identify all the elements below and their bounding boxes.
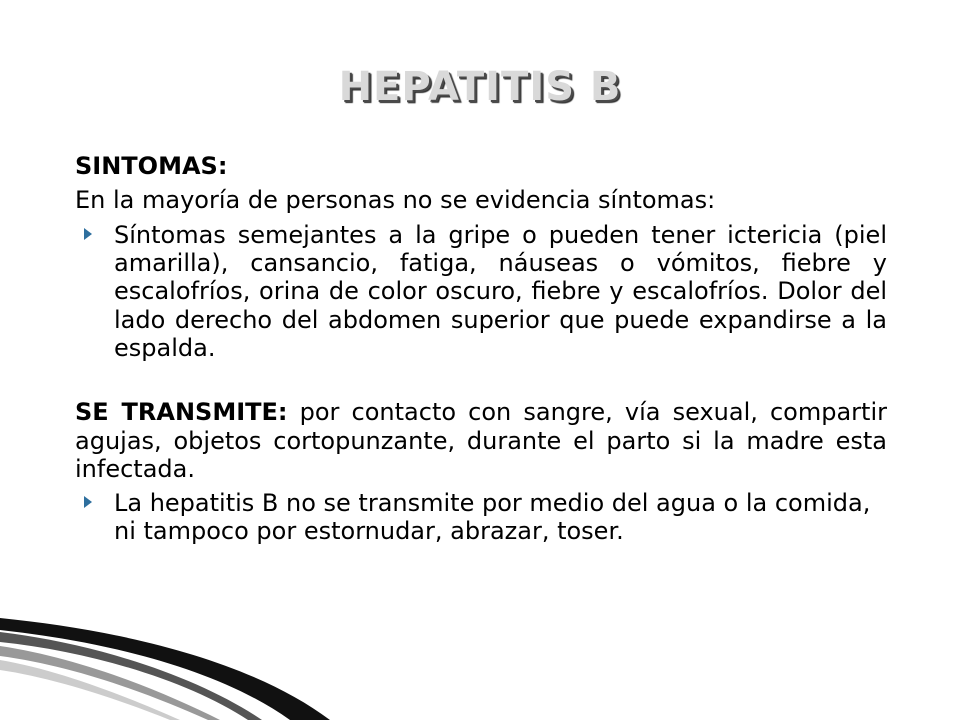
swoosh-decoration (0, 600, 960, 720)
bullet-item-symptoms (75, 221, 887, 363)
symptoms-heading: SINTOMAS: (75, 152, 228, 180)
bullet-text-symptoms: Síntomas semejantes a la gripe o pueden tener ictericia (piel amarilla), cansancio, fatiga, náuseas o vómitos, fiebre y escalofríos, orina de color oscuro, fiebre y escalofríos. Dolor del lado derecho del abdomen superior que puede expandirse a la espalda. (114, 220, 887, 362)
slide-content (75, 152, 887, 546)
bullet-text-not-transmitted: La hepatitis B no se transmite por medio del agua o la comida, ni tampoco por estornudar, abrazar, toser. (114, 489, 871, 546)
bullet-item-not-transmitted (75, 489, 887, 546)
triangle-right-icon (84, 228, 92, 240)
slide-title: HEPATITIS B (338, 64, 622, 110)
transmission-label: SE TRANSMITE: (75, 398, 288, 427)
intro-text: En la mayoría de personas no se evidencia síntomas: (75, 186, 716, 215)
triangle-right-icon (84, 496, 92, 508)
spacer (75, 362, 887, 398)
transmission-paragraph (75, 398, 887, 483)
transmission-text: por contacto con sangre, vía sexual, compartir agujas, objetos cortopunzante, durante el parto si la madre esta infectada. (75, 398, 887, 483)
